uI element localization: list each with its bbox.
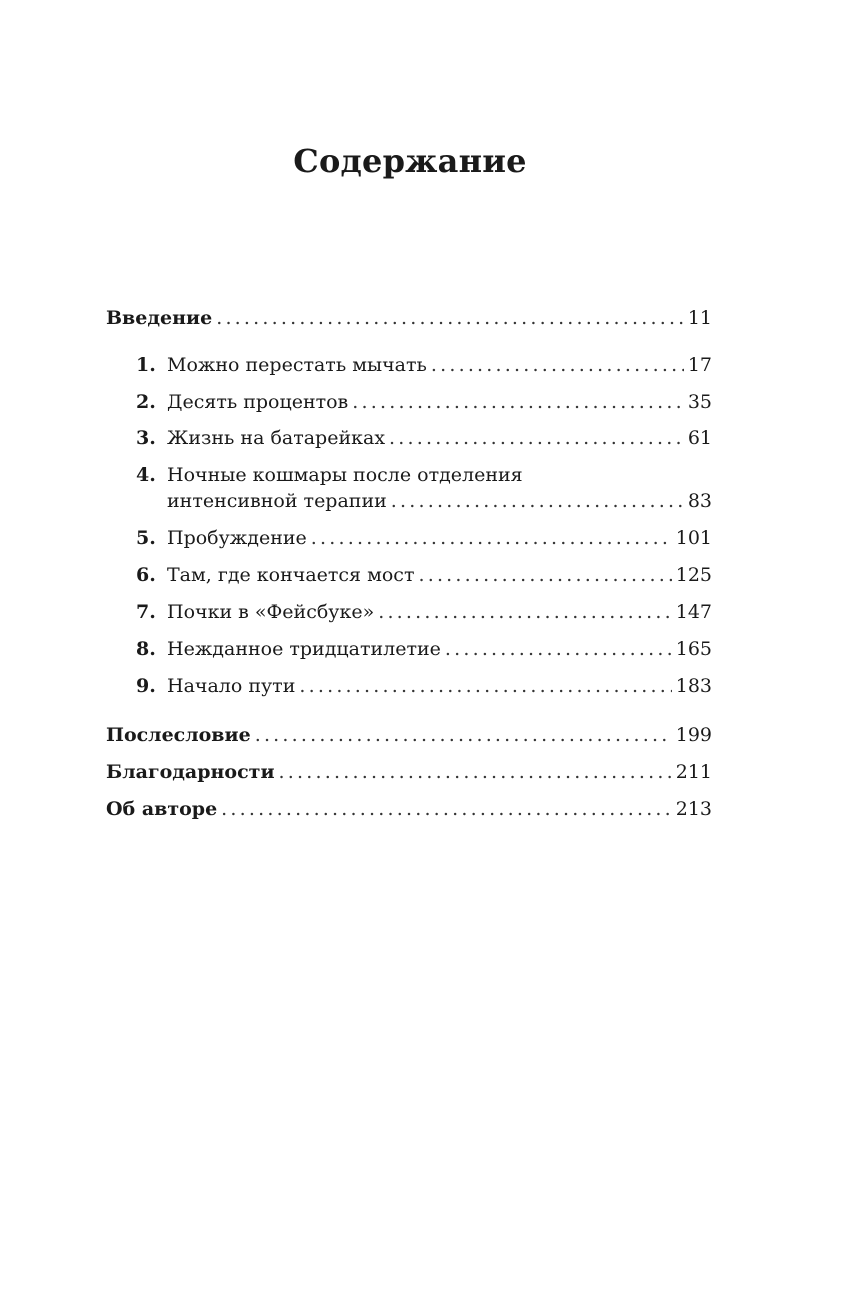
toc-entry-intro (106, 306, 712, 330)
toc-entry-label: Благодарности (106, 761, 275, 783)
toc-page-number: 199 (675, 724, 712, 746)
toc-page-number: 61 (687, 427, 712, 449)
dot-leader (216, 306, 684, 330)
toc-entry-label: Пробуждение (167, 527, 307, 549)
toc-page-number: 165 (675, 638, 712, 660)
chapter-number: 2. (136, 391, 156, 413)
toc-chapter-6 (106, 563, 712, 587)
toc-entry-label: Десять процентов (167, 391, 349, 413)
dot-leader (378, 600, 672, 624)
toc-page-number: 101 (675, 527, 712, 549)
dot-leader (299, 674, 671, 698)
table-of-contents (106, 300, 712, 821)
dot-leader (445, 637, 672, 661)
chapter-number: 4. (136, 464, 156, 486)
toc-chapter-2 (106, 390, 712, 414)
dot-leader (352, 390, 684, 414)
dot-leader (311, 526, 672, 550)
dot-leader (431, 353, 684, 377)
toc-entry-afterword (106, 723, 712, 747)
dot-leader (255, 723, 672, 747)
toc-page-number: 83 (687, 490, 712, 512)
dot-leader (221, 797, 672, 821)
chapter-number: 9. (136, 675, 156, 697)
chapter-list (106, 353, 712, 698)
chapter-number: 7. (136, 601, 156, 623)
toc-page-number: 11 (687, 307, 712, 329)
page-title: Содержание (293, 142, 527, 180)
toc-entry-label: Можно перестать мычать (167, 354, 427, 376)
toc-entry-label-line2: интенсивной терапии (167, 490, 387, 512)
chapter-number: 8. (136, 638, 156, 660)
toc-page-number: 183 (675, 675, 712, 697)
dot-leader (418, 563, 671, 587)
toc-chapter-7 (106, 600, 712, 624)
toc-entry-acknowledgements (106, 760, 712, 784)
toc-chapter-3 (106, 426, 712, 450)
toc-entry-label: Послесловие (106, 724, 251, 746)
chapter-number: 6. (136, 564, 156, 586)
toc-entry-label: Почки в «Фейсбуке» (167, 601, 375, 623)
toc-chapter-9 (106, 674, 712, 698)
toc-page-number: 17 (687, 354, 712, 376)
dot-leader (279, 760, 672, 784)
toc-entry-label: Об авторе (106, 798, 218, 820)
toc-chapter-8 (106, 637, 712, 661)
back-matter-list (106, 723, 712, 821)
toc-page-number: 147 (675, 601, 712, 623)
toc-page-number: 211 (675, 761, 712, 783)
toc-entry-label: Введение (106, 307, 213, 329)
toc-entry-label-line1: Ночные кошмары после отделения (167, 464, 523, 486)
toc-entry-label: Жизнь на батарейках (167, 427, 386, 449)
dot-leader (391, 489, 684, 513)
toc-page-number: 35 (687, 391, 712, 413)
dot-leader (389, 426, 684, 450)
toc-page-number: 213 (675, 798, 712, 820)
chapter-number: 1. (136, 354, 156, 376)
toc-entry-label: Там, где кончается мост (167, 564, 415, 586)
toc-entry-label: Нежданное тридцатилетие (167, 638, 441, 660)
chapter-number: 3. (136, 427, 156, 449)
toc-chapter-4 (106, 463, 712, 513)
toc-chapter-5 (106, 526, 712, 550)
toc-entry-about-author (106, 797, 712, 821)
chapter-number: 5. (136, 527, 156, 549)
toc-page-number: 125 (675, 564, 712, 586)
toc-chapter-1 (106, 353, 712, 377)
toc-entry-label: Начало пути (167, 675, 296, 697)
